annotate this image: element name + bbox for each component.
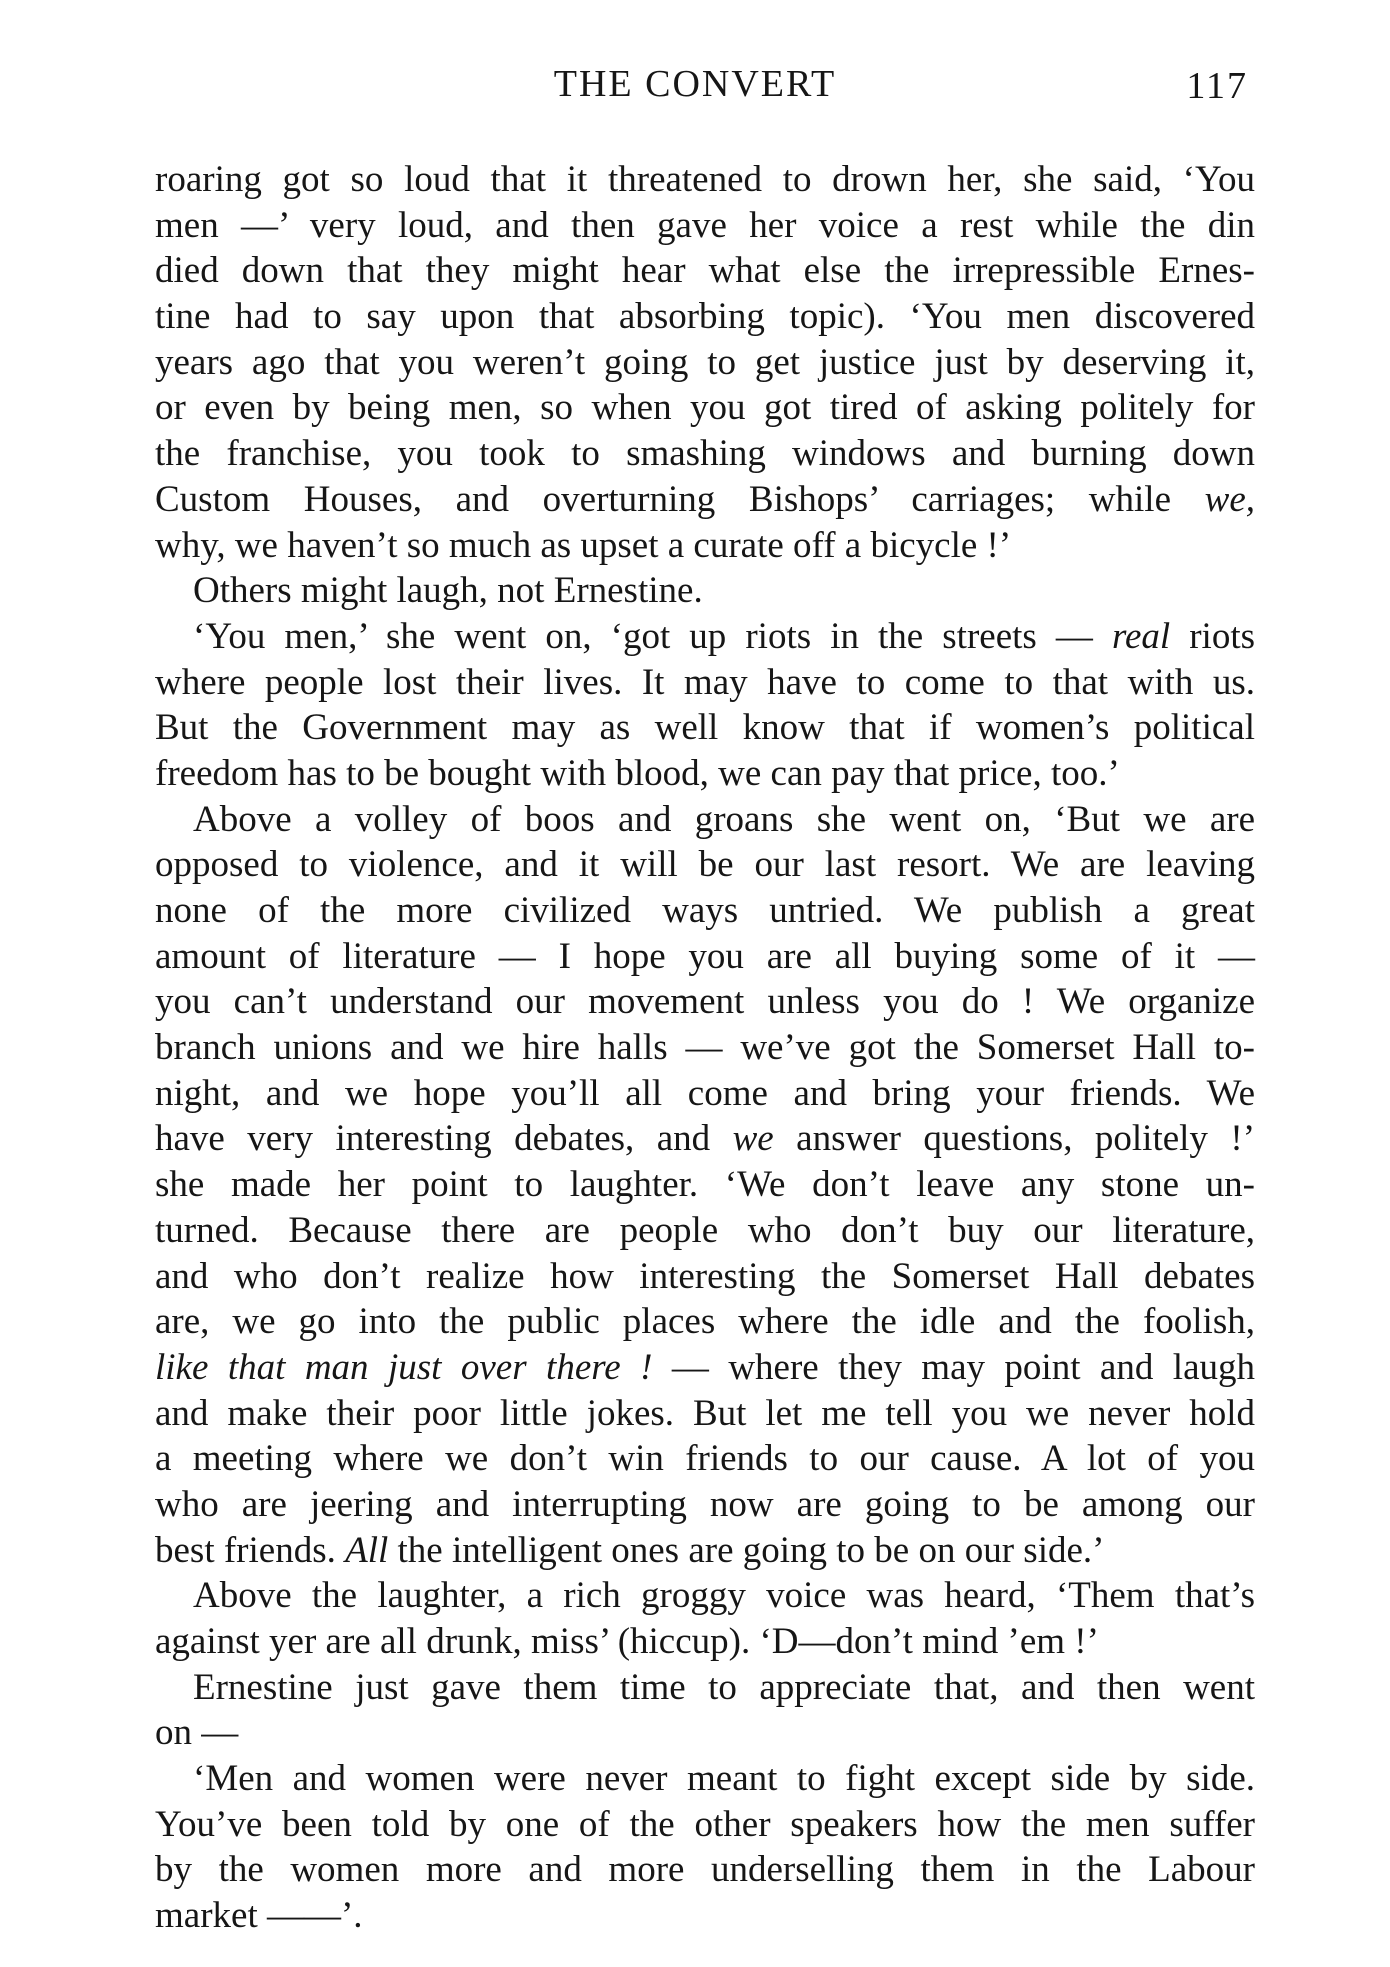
italic-text: we <box>732 1118 774 1160</box>
text-run: she made her point to laughter. ‘We don’t leave any stone un- <box>155 1164 1255 1206</box>
text-run: opposed to violence, and it will be our last resort. We are leaving <box>155 844 1255 886</box>
text-run: Custom Houses, and overturning Bishops’ carriages; while <box>155 478 1205 520</box>
text-run: best friends. <box>155 1529 346 1571</box>
text-line <box>155 248 1255 294</box>
text-line <box>155 1482 1255 1528</box>
text-run: on — <box>155 1712 239 1754</box>
text-run: market ——’. <box>155 1895 363 1937</box>
text-run: riots <box>1170 615 1256 657</box>
running-title: THE CONVERT <box>553 63 837 105</box>
text-run: freedom has to be bought with blood, we can pay that price, too.’ <box>155 752 1120 794</box>
text-line <box>155 751 1255 797</box>
text-run: turned. Because there are people who don’t buy our literature, <box>155 1209 1255 1251</box>
text-line <box>155 1208 1255 1254</box>
text-run: night, and we hope you’ll all come and bring your friends. We <box>155 1072 1255 1114</box>
text-run: a meeting where we don’t win friends to our cause. A lot of you <box>155 1438 1255 1480</box>
text-run: and make their poor little jokes. But let me tell you we never hold <box>155 1392 1255 1434</box>
text-line <box>155 1345 1255 1391</box>
text-line <box>155 1893 1255 1939</box>
text-run: against yer are all drunk, miss’ (hiccup). ‘D—don’t mind ’em !’ <box>155 1621 1099 1662</box>
text-run: the franchise, you took to smashing windows and burning down <box>155 433 1255 475</box>
text-run: where people lost their lives. It may have to come to that with us. <box>155 661 1255 703</box>
text-run: died down that they might hear what else the irrepressible Ernes- <box>155 250 1255 292</box>
text-run: tine had to say upon that absorbing topic). ‘You men discovered <box>155 296 1255 338</box>
text-run: answer questions, politely !’ <box>773 1118 1256 1160</box>
text-run: by the women more and more underselling them in the Labour <box>155 1849 1255 1891</box>
text-line <box>155 660 1255 706</box>
text-run: are, we go into the public places where the idle and the foolish, <box>155 1301 1255 1343</box>
text-run: Above a volley of boos and groans she went on, ‘But we are <box>193 798 1255 840</box>
text-line <box>155 1710 1255 1756</box>
text-line <box>155 1071 1255 1117</box>
text-run: Others might laugh, not Ernestine. <box>193 570 703 612</box>
text-line <box>155 1573 1255 1619</box>
italic-text: real <box>1111 615 1171 657</box>
text-run: you can’t understand our movement unless you do ! We organize <box>155 981 1255 1023</box>
text-line <box>155 1619 1255 1665</box>
text-run: and who don’t realize how interesting the Somerset Hall debates <box>155 1255 1255 1297</box>
italic-text: All <box>345 1529 389 1571</box>
text-line <box>155 705 1255 751</box>
text-run: ‘You men,’ she went on, ‘got up riots in the streets — <box>193 615 1112 657</box>
text-run: amount of literature — I hope you are all buying some of it — <box>155 935 1255 977</box>
text-line <box>155 477 1255 523</box>
text-line <box>155 797 1255 843</box>
text-line <box>155 1391 1255 1437</box>
text-run: branch unions and we hire halls — we’ve got the Somerset Hall to- <box>155 1027 1255 1069</box>
text-line <box>155 1665 1255 1711</box>
text-run: why, we haven’t so much as upset a curate off a bicycle !’ <box>155 524 1012 566</box>
text-line <box>155 1802 1255 1848</box>
text-line <box>155 842 1255 888</box>
text-run: Above the laughter, a rich groggy voice was heard, ‘Them that’s <box>193 1575 1255 1617</box>
text-line <box>155 934 1255 980</box>
page-number: 117 <box>1186 65 1248 107</box>
text-run: have very interesting debates, and <box>155 1118 733 1160</box>
text-line <box>155 203 1255 249</box>
text-line <box>155 1162 1255 1208</box>
text-run: You’ve been told by one of the other speakers how the men suffer <box>155 1803 1255 1845</box>
text-line <box>155 340 1255 386</box>
text-run: years ago that you weren’t going to get justice just by deserving it, <box>155 341 1255 383</box>
text-run: — where they may point and laugh <box>652 1346 1255 1388</box>
text-line <box>155 1254 1255 1300</box>
text-run: roaring got so loud that it threatened to drown her, she said, ‘You <box>155 159 1255 200</box>
text-run: But the Government may as well know that if women’s political <box>155 707 1255 749</box>
text-line <box>155 1116 1255 1162</box>
text-line <box>155 1756 1255 1802</box>
text-line <box>155 1025 1255 1071</box>
text-run: none of the more civilized ways untried. We publish a great <box>155 890 1255 931</box>
text-line <box>155 614 1255 660</box>
body-text <box>155 157 1255 1939</box>
text-line <box>155 431 1255 477</box>
text-line <box>155 979 1255 1025</box>
italic-text: like that man just over there ! <box>155 1346 653 1388</box>
text-line <box>155 1847 1255 1893</box>
text-run: ‘Men and women were never meant to fight except side by side. <box>193 1758 1255 1800</box>
running-head <box>0 62 1390 112</box>
text-run: men —’ very loud, and then gave her voice a rest while the din <box>155 204 1255 246</box>
text-line <box>155 1528 1255 1574</box>
text-line <box>155 523 1255 569</box>
italic-text: we, <box>1204 478 1255 520</box>
text-line <box>155 888 1255 934</box>
text-line <box>155 1436 1255 1482</box>
text-run: or even by being men, so when you got tired of asking politely for <box>155 387 1255 429</box>
text-line <box>155 294 1255 340</box>
text-line <box>155 1299 1255 1345</box>
text-line <box>155 385 1255 431</box>
text-line <box>155 157 1255 203</box>
text-run: the intelligent ones are going to be on our side.’ <box>388 1529 1105 1571</box>
text-run: Ernestine just gave them time to appreciate that, and then went <box>193 1666 1255 1708</box>
text-line <box>155 568 1255 614</box>
text-run: who are jeering and interrupting now are going to be among our <box>155 1483 1255 1525</box>
